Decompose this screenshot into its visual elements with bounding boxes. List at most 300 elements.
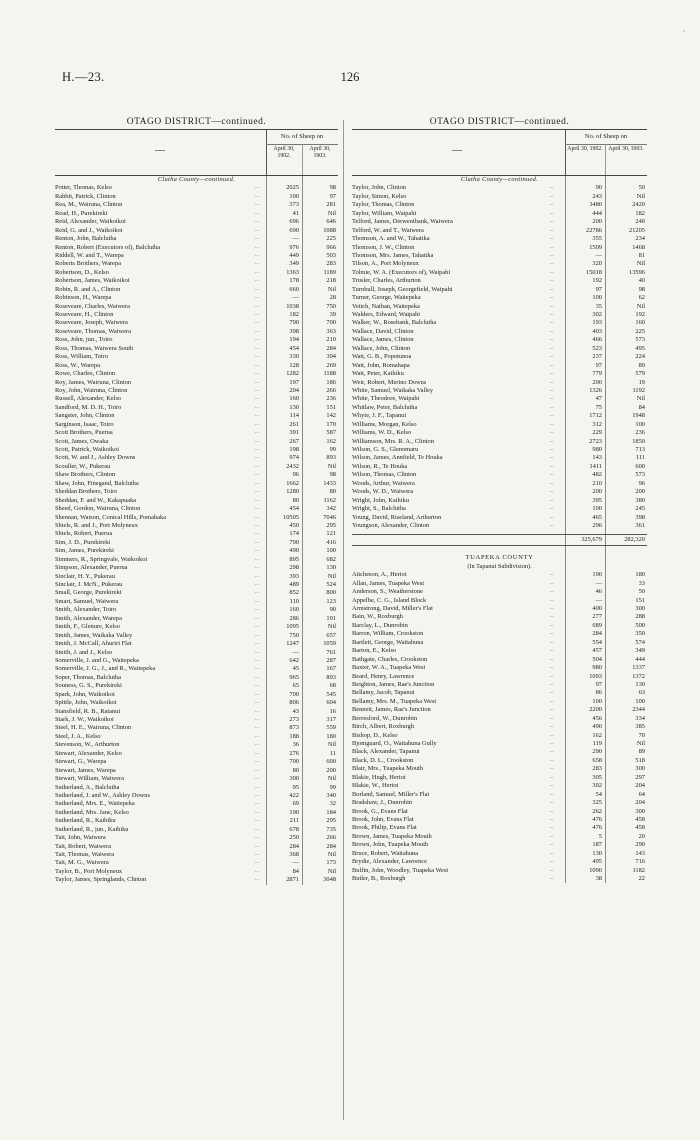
- table-row: [352, 639, 647, 647]
- sheep-1902-cell: 1247: [286, 640, 299, 648]
- table-row: [55, 876, 338, 884]
- row-name: Scott, Patrick, Waikoikoi: [55, 446, 119, 453]
- sheep-1902-cell: 197: [289, 378, 299, 386]
- table-row: [352, 875, 647, 883]
- section-heading: [55, 176, 338, 184]
- table-row: [55, 395, 338, 403]
- leader-dots: ...: [550, 580, 554, 586]
- row-name: Scouller, W., Pukerau: [55, 462, 111, 470]
- row-name: Sutherland, Mrs. E., Waitepeka: [55, 800, 135, 808]
- row-name: Stewart, William, Waiwera: [55, 775, 124, 783]
- table-row: [352, 706, 647, 714]
- sheep-1902-cell: 190: [592, 571, 602, 579]
- table-row: [352, 497, 647, 505]
- leader-dots: ...: [550, 741, 554, 746]
- sheep-1902-cell: 457: [592, 647, 602, 655]
- table-row: [55, 556, 338, 564]
- sheep-1902-cell: 852: [289, 589, 299, 597]
- leader-dots: ...: [550, 497, 554, 503]
- table-row: [55, 623, 338, 631]
- sheep-1903-cell: 295: [326, 521, 336, 529]
- sheep-1902-cell: 192: [592, 277, 602, 285]
- leader-dots: ...: [255, 472, 259, 478]
- leader-dots: ...: [255, 776, 259, 782]
- row-name: Scott, James, Owaka: [55, 437, 109, 445]
- sheep-1902-cell: 330: [289, 353, 299, 361]
- sheep-1902-cell: 1095: [286, 623, 299, 631]
- sheep-1902-cell: 790: [289, 319, 299, 327]
- sheep-1902-cell: 178: [289, 277, 299, 285]
- table-row: [352, 463, 647, 471]
- leader-dots: ...: [550, 472, 554, 478]
- row-name: Wilson, James, Annfield, Te Houka: [352, 454, 443, 462]
- sheep-1903-cell: 500: [635, 621, 645, 629]
- sheep-1903-cell: 22: [638, 875, 645, 882]
- sheep-1903-cell: Nil: [636, 302, 645, 310]
- sheep-1903-cell: 97: [329, 192, 336, 200]
- col-1902-header: April 30, 1902.: [567, 146, 603, 152]
- sheep-1902-cell: 15018: [586, 268, 602, 276]
- table-row: [55, 471, 338, 479]
- leader-dots: ...: [550, 362, 554, 368]
- leader-dots: ...: [255, 522, 259, 528]
- row-name: Stansfield, R. B., Ratanui: [55, 707, 121, 715]
- sheep-1902-cell: 204: [289, 386, 299, 394]
- leader-dots: ...: [255, 784, 259, 790]
- sheep-1903-cell: 334: [635, 714, 645, 722]
- table-row: [352, 387, 647, 395]
- table-row: [55, 260, 338, 268]
- table-row: [352, 858, 647, 866]
- sheep-1902-cell: 296: [592, 521, 602, 529]
- sheep-1903-cell: 287: [326, 656, 336, 664]
- sheep-1903-cell: 646: [326, 218, 336, 226]
- row-name: Sheddan, F. and W., Kakapuaka: [55, 496, 137, 504]
- row-name: Taylor, John, Clinton: [352, 184, 406, 192]
- table-row: [352, 613, 647, 621]
- row-name: Bennett, James, Rae's Junction: [352, 706, 431, 714]
- leader-dots: ...: [550, 202, 554, 208]
- row-name: Sutherland, J. and W., Ashley Downs: [55, 791, 150, 799]
- sheep-1903-cell: Nil: [327, 285, 336, 293]
- sheep-1903-cell: 50: [638, 184, 645, 192]
- row-name: Smith, J. and J., Kelso: [55, 648, 113, 656]
- sheep-1902-cell: 250: [289, 834, 299, 842]
- leader-dots: ...: [550, 656, 554, 662]
- sheep-1903-cell: 600: [326, 758, 336, 766]
- sheep-1902-cell: 267: [289, 437, 299, 445]
- sheep-1902-cell: 976: [289, 243, 299, 251]
- sheep-1903-cell: 225: [326, 235, 336, 243]
- row-name: Reid, Alexander, Waikoikoi: [55, 218, 126, 226]
- row-name: Tait, M. G., Waiwera: [55, 859, 109, 867]
- county-heading: [352, 554, 647, 562]
- sheep-1903-cell: 349: [635, 647, 645, 655]
- table-row: [55, 547, 338, 555]
- row-name: Barton, E., Kelso: [352, 647, 397, 655]
- row-name: Black, Alexander, Tapanui: [352, 748, 420, 756]
- sheep-1903-cell: 180: [326, 732, 336, 740]
- sheep-1902-cell: 980: [592, 446, 602, 453]
- sheep-1902-cell: —: [292, 235, 299, 243]
- table-row: [55, 581, 338, 589]
- corner-mark: `: [682, 30, 686, 41]
- table-row: [352, 673, 647, 681]
- row-name: Wallace, David, Clinton: [352, 327, 414, 335]
- table-row: [55, 277, 338, 285]
- sheep-group-header: No. of Sheep on: [565, 130, 647, 145]
- sheep-1903-cell: 80: [329, 488, 336, 496]
- leader-dots: ...: [550, 328, 554, 334]
- table-row: [55, 218, 338, 226]
- table-row: [352, 647, 647, 655]
- table-row: [55, 665, 338, 673]
- table-row: [55, 328, 338, 336]
- row-name: Thomson, A. and W., Tahatika: [352, 235, 430, 243]
- sheep-1902-cell: 36: [292, 741, 299, 749]
- sheep-1903-cell: 1337: [632, 664, 645, 672]
- table-row: [55, 733, 338, 741]
- leader-dots: ...: [255, 691, 259, 697]
- sheep-1903-cell: 151: [635, 596, 645, 604]
- table-row: [55, 404, 338, 412]
- table-row: [352, 421, 647, 429]
- leader-dots: ...: [550, 673, 554, 679]
- row-name: Turner, George, Waitepeka: [352, 294, 421, 302]
- leader-dots: ...: [255, 278, 259, 284]
- row-name: Robertson, D., Kelso: [55, 268, 109, 276]
- row-name: Blakie, W., Heriot: [352, 782, 399, 790]
- sheep-1902-cell: 188: [289, 732, 299, 740]
- sheep-1903-cell: 236: [635, 429, 645, 437]
- row-name: Sandford, M. D. H., Toiro: [55, 403, 122, 411]
- sheep-1902-cell: 1363: [286, 268, 299, 276]
- row-name: Wilson, Thomas, Clinton: [352, 471, 417, 479]
- row-name: Spark, John, Waikoikoi: [55, 690, 115, 698]
- sheep-1902-cell: 1090: [589, 866, 602, 874]
- row-name: Taylor, James, Springlands, Clinton: [55, 876, 147, 884]
- leader-dots: ...: [255, 683, 259, 689]
- sheep-1903-cell: 682: [326, 555, 336, 563]
- leader-dots: ...: [550, 354, 554, 360]
- leader-dots: ...: [550, 825, 554, 831]
- sheep-1903-cell: 579: [635, 370, 645, 378]
- leader-dots: ...: [255, 607, 259, 613]
- row-name: Berresford, W., Dunrobin: [352, 714, 418, 722]
- row-name: Veitch, Nathan, Waitepeka: [352, 302, 420, 310]
- sheep-1903-cell: Nil: [636, 740, 645, 747]
- table-row: [55, 564, 338, 572]
- sheep-1903-cell: 173: [326, 859, 336, 867]
- leader-dots: ...: [255, 413, 259, 419]
- row-name: Somerville, J. G., J., and R., Waitepeka: [55, 665, 156, 673]
- row-name: Roseveare, H., Clinton: [55, 311, 114, 318]
- leader-dots: ...: [550, 665, 554, 671]
- leader-dots: ...: [550, 622, 554, 628]
- sheep-1902-cell: 391: [289, 429, 299, 437]
- sheep-1903-cell: 266: [326, 834, 336, 842]
- leader-dots: ...: [255, 826, 259, 832]
- sheep-1903-cell: Nil: [327, 851, 336, 858]
- sheep-1903-cell: 284: [326, 842, 336, 850]
- table-row: [55, 463, 338, 471]
- sheep-1903-cell: 170: [326, 420, 336, 428]
- leader-dots: ...: [255, 312, 259, 317]
- leader-dots: ...: [255, 759, 259, 765]
- sheep-1902-cell: 422: [289, 791, 299, 799]
- table-row: [55, 589, 338, 597]
- row-name: Butler, B., Roxburgh: [352, 875, 406, 882]
- table-row: [55, 497, 338, 505]
- sheep-1902-cell: 298: [289, 564, 299, 572]
- row-name: Walker, W., Rosebank, Balclutha: [352, 319, 437, 327]
- row-name: Shennan, Watson, Conical Hills, Pomahaka: [55, 513, 167, 521]
- sheep-1903-cell: 361: [635, 521, 645, 529]
- row-name: Williams, W. D., Kelso: [352, 429, 412, 437]
- leader-dots: ...: [550, 715, 554, 721]
- sheep-1903-cell: 204: [635, 799, 645, 807]
- leader-dots: ...: [255, 877, 259, 883]
- table-row: [352, 841, 647, 849]
- table-row: [352, 345, 647, 353]
- sheep-1902-cell: 284: [289, 842, 299, 850]
- table-row: [55, 851, 338, 859]
- sheep-1903-cell: 300: [635, 765, 645, 773]
- table-row: [352, 404, 647, 412]
- table-row: [352, 732, 647, 740]
- row-name: Sim, J. D., Purekireki: [55, 538, 111, 546]
- leader-dots: ...: [550, 438, 554, 444]
- sheep-1902-cell: —: [595, 579, 602, 587]
- leader-dots: ...: [550, 269, 554, 275]
- sheep-1902-cell: 100: [592, 505, 602, 513]
- sheep-1903-cell: 1192: [632, 386, 645, 394]
- sheep-1903-cell: 1059: [323, 640, 336, 648]
- sheep-1902-cell: 660: [289, 285, 299, 293]
- row-name: Turnbull, Joseph, Georgefield, Waipahi: [352, 285, 453, 293]
- sheep-1902-cell: 182: [289, 311, 299, 318]
- sheep-1902-cell: 325,679: [581, 536, 602, 544]
- sheep-1902-cell: 444: [592, 209, 602, 217]
- table-row: [55, 311, 338, 319]
- row-name: Tilson, A., Port Molyneux: [352, 260, 419, 268]
- row-name: Shiels, R. and J., Port Molyneux: [55, 521, 138, 529]
- row-name: Williamson, Mrs. R. A., Clinton: [352, 437, 434, 445]
- table-row: [55, 674, 338, 682]
- sheep-1903-cell: 111: [635, 454, 645, 462]
- sheep-1903-cell: 573: [635, 336, 645, 344]
- leader-dots: ...: [550, 387, 554, 393]
- table-row: [352, 808, 647, 816]
- row-name: Telford, James, Derwentbank, Waiwera: [352, 218, 453, 226]
- row-name: Shaw, John, Finegand, Balclutha: [55, 479, 139, 487]
- leader-dots: ...: [550, 522, 554, 528]
- sheep-1902-cell: 465: [592, 513, 602, 521]
- table-row: [55, 598, 338, 606]
- sheep-1903-cell: 281: [326, 201, 336, 209]
- row-name: Wallace, John, Clinton: [352, 344, 411, 352]
- row-name: Sutherland, Mrs. Jane, Kelso: [55, 808, 129, 816]
- row-name: Trusler, Charles, Arthurton: [352, 277, 421, 285]
- table-row: [352, 723, 647, 731]
- sheep-1902-cell: 210: [592, 479, 602, 487]
- leader-dots: ...: [550, 455, 554, 461]
- row-name: Tolmie, W. A. (Executors of), Waipahi: [352, 268, 451, 276]
- sheep-1903-cell: 16: [329, 707, 336, 715]
- leader-dots: ...: [255, 438, 259, 444]
- sheep-1902-cell: 200: [592, 378, 602, 386]
- sheep-1903-cell: 21205: [629, 226, 645, 234]
- sheep-1902-cell: 22786: [586, 226, 602, 234]
- sheep-1902-cell: 495: [592, 858, 602, 866]
- leader-dots: ...: [255, 565, 259, 571]
- sheep-1903-cell: 1433: [323, 479, 336, 487]
- leader-dots: ...: [550, 606, 554, 611]
- row-name: Woods, Arthur, Waiwera: [352, 479, 415, 487]
- row-name: Clutha County—continued.: [460, 176, 539, 183]
- leader-dots: ...: [550, 286, 554, 292]
- sheep-1902-cell: 54: [595, 790, 602, 798]
- table-row: [55, 767, 338, 775]
- sheep-1902-cell: 312: [592, 420, 602, 428]
- sheep-1903-cell: Nil: [327, 572, 336, 580]
- row-name: Birch, Albert, Roxburgh: [352, 723, 415, 731]
- sheep-1903-cell: 1188: [323, 370, 336, 378]
- sheep-1902-cell: 198: [289, 446, 299, 453]
- row-name: Scott, W. and J., Ashley Downs: [55, 454, 136, 462]
- row-name: Baxter, W. A., Tuapeka West: [352, 664, 426, 672]
- sheep-1903-cell: 130: [635, 680, 645, 688]
- table-row: [352, 505, 647, 513]
- sheep-1903-cell: 90: [329, 606, 336, 614]
- leader-dots: ...: [255, 708, 259, 714]
- leader-dots: ...: [255, 506, 259, 512]
- row-name: Barron, William, Crookston: [352, 630, 424, 638]
- sheep-1902-cell: 69: [292, 800, 299, 808]
- row-name: Bjomguard, O., Waitahuna Gully: [352, 740, 437, 747]
- row-name: Brown, James, Tuapeka Mouth: [352, 832, 432, 840]
- table-row: [55, 826, 338, 834]
- sheep-1902-cell: —: [595, 251, 602, 259]
- row-name: Smart, Samuel, Waiwera: [55, 597, 119, 605]
- table-row: [352, 471, 647, 479]
- row-name: Simmers, R., Springvale, Waikoikoi: [55, 555, 148, 563]
- sheep-1903-cell: Nil: [327, 623, 336, 631]
- leader-dots: ...: [255, 615, 259, 621]
- row-name: Bulfin, John, Woodley, Tuapeka West: [352, 866, 449, 874]
- row-name: Sinclair, J. McN., Pukerau: [55, 581, 123, 588]
- table-row: [55, 294, 338, 302]
- sheep-1903-cell: 545: [326, 690, 336, 698]
- sheep-1902-cell: 200: [592, 488, 602, 496]
- name-column-dash: —: [452, 145, 462, 156]
- row-name: Bain, W., Roxburgh: [352, 613, 403, 621]
- sheep-1902-cell: 355: [592, 235, 602, 243]
- table-row: [55, 834, 338, 842]
- table-row: [352, 446, 647, 454]
- table-row: [352, 580, 647, 588]
- sheep-1902-cell: 1038: [286, 302, 299, 310]
- sheep-1902-cell: —: [292, 859, 299, 867]
- sheep-1903-cell: 444: [635, 655, 645, 663]
- sheep-1902-cell: 187: [592, 841, 602, 849]
- row-name: Roseveare, Thomas, Waiwera: [55, 327, 131, 335]
- sheep-1903-cell: 893: [326, 673, 336, 681]
- table-row: [352, 260, 647, 268]
- leader-dots: ...: [255, 657, 259, 663]
- sheep-1902-cell: 690: [289, 226, 299, 234]
- table-row: [55, 859, 338, 867]
- row-name: Robertson, James, Waikoikoi: [55, 277, 130, 285]
- row-name: Read, H., Purekireki: [55, 209, 108, 217]
- leader-dots: ...: [550, 859, 554, 865]
- table-row: [352, 429, 647, 437]
- leader-dots: ...: [255, 632, 259, 638]
- leader-dots: ...: [550, 614, 554, 620]
- table-row: [352, 791, 647, 799]
- sheep-1903-cell: Nil: [636, 395, 645, 403]
- sheep-1903-cell: 100: [326, 547, 336, 555]
- row-name: Potter, Thomas, Kelso: [55, 184, 112, 192]
- table-row: [55, 817, 338, 825]
- sheep-1903-cell: 458: [635, 815, 645, 823]
- table-row: [352, 336, 647, 344]
- sheep-1903-cell: 385: [635, 723, 645, 731]
- leader-dots: ...: [550, 867, 554, 873]
- table-row: [352, 370, 647, 378]
- sheep-1903-cell: 28: [329, 294, 336, 302]
- sheep-1903-cell: 225: [635, 327, 645, 335]
- sheep-1903-cell: 1189: [323, 268, 336, 276]
- sheep-1902-cell: 395: [592, 496, 602, 504]
- sheep-1902-cell: 80: [292, 766, 299, 774]
- leader-dots: ...: [550, 430, 554, 436]
- row-name: Sutherland, A., Balclutha: [55, 783, 120, 791]
- table-row: [55, 800, 338, 808]
- table-row: [352, 681, 647, 689]
- sheep-1903-cell: 50: [638, 588, 645, 596]
- sheep-1903-cell: 304: [326, 353, 336, 361]
- sheep-group-header: No. of Sheep on: [266, 130, 338, 145]
- sheep-1902-cell: 1411: [589, 462, 602, 470]
- row-name: Spittle, John, Waikoikoi: [55, 699, 117, 707]
- sheep-1903-cell: 210: [326, 336, 336, 344]
- row-name: Wilson, R., Te Houka: [352, 462, 408, 470]
- sheep-1903-cell: 184: [326, 808, 336, 816]
- sheep-1903-cell: 283: [326, 260, 336, 268]
- table-row: [55, 792, 338, 800]
- leader-dots: ...: [550, 597, 554, 603]
- table-row: [352, 218, 647, 226]
- table-row: [352, 269, 647, 277]
- leader-dots: ...: [255, 767, 259, 773]
- sheep-1903-cell: 68: [329, 682, 336, 690]
- leader-dots: ...: [255, 666, 259, 672]
- table-row: [352, 740, 647, 748]
- sheep-1902-cell: 86: [595, 689, 602, 697]
- sheep-1903-cell: 19: [638, 378, 645, 386]
- sheep-1903-cell: 33: [638, 579, 645, 587]
- row-name: Black, D. L., Crookston: [352, 756, 414, 764]
- table-row: [55, 269, 338, 277]
- leader-dots: ...: [255, 387, 259, 393]
- table-row: [352, 286, 647, 294]
- leader-dots: ...: [255, 345, 259, 351]
- page-ref: H.—23.: [62, 70, 105, 84]
- sheep-1903-cell: 200: [326, 766, 336, 774]
- leader-dots: ...: [550, 724, 554, 730]
- row-name: Sheddan Brothers, Toiro: [55, 488, 118, 496]
